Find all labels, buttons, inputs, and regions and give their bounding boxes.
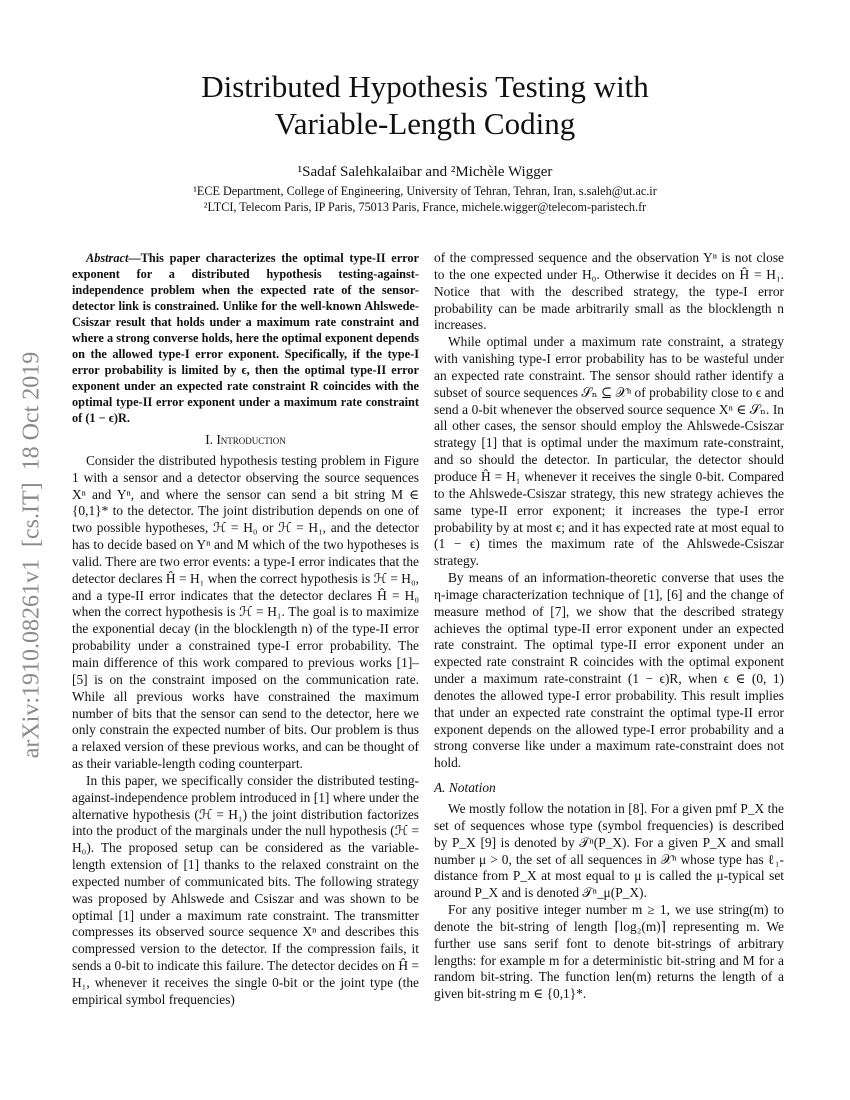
paragraph: By means of an information-theoretic converse that uses the η-image characterization technique of [1], [6] and the change of measure method of [7], we show that the described strategy achieves the optimal type-II error exponent under an expected rate constraint. The optimal type-II error exponent under an expected rate constraint R coincides with the optimal exponent under a maximum rate-constraint (1 − ϵ)R, when ϵ ∈ (0, 1) denotes the allowed type-I error probability. This result implies that under an expected rate constraint the optimal type-II error exponent depends on the allowed type-I error probability and a strong converse like under a maximum rate-constraint does not hold. (434, 570, 784, 771)
paragraph: of the compressed sequence and the observation Yⁿ is not close to the one expected under H₀. Otherwise it decides on Ĥ = H₁. Notice that with the described strategy, the type-I error probability can be made arbitrarily small as the blocklength n increases. (434, 250, 784, 333)
paper-title (0, 68, 850, 142)
section-heading-introduction: I. Introduction (205, 432, 286, 447)
arxiv-stamp: arXiv:1910.08261v1 [cs.IT] 18 Oct 2019 (18, 351, 45, 759)
abstract-label: Abstract— (86, 251, 141, 265)
right-column (434, 250, 784, 1003)
subsection-heading-notation: A. Notation (434, 780, 496, 796)
affiliation-1: ¹ECE Department, College of Engineering, University of Tehran, Tehran, Iran, s.saleh@ut.ac.ir (193, 184, 657, 198)
paragraph: We mostly follow the notation in [8]. For a given pmf P_X the set of sequences whose type (symbol frequencies) is described by P_X [9] is denoted by 𝒯ⁿ(P_X). For a given P_X and small number μ > 0, the set of all sequences in 𝒳ⁿ whose type has ℓ₁-distance from P_X at most equal to μ is called the μ-typical set around P_X and is denoted 𝒯ⁿ_μ(P_X). (434, 801, 784, 901)
left-column (72, 250, 419, 1009)
authors: ¹Sadaf Salehkalaibar and ²Michèle Wigger (297, 164, 553, 180)
title-line-2: Variable-Length Coding (274, 106, 576, 141)
affiliation-2: ²LTCI, Telecom Paris, IP Paris, 75013 Paris, France, michele.wigger@telecom-paristech.fr (203, 200, 647, 214)
paragraph: In this paper, we specifically consider the distributed testing-against-independence problem introduced in [1] where under the alternative hypothesis (ℋ = H₁) the joint distribution factorizes into the product of the marginals under the null hypothesis (ℋ = H₀). The proposed setup can be considered as the variable-length extension of [1] thanks to the relaxed constraint on the expected number of communicated bits. The following strategy was proposed by Ahlswede and Csiszar and was shown to be optimal [1] under a maximum rate constraint. The transmitter compresses its observed source sequence Xⁿ and describes this compressed version to the detector. If the compression fails, it sends a 0-bit to indicate this failure. The detector decides on Ĥ = H₁, whenever it receives the single 0-bit or the joint type (the empirical symbol frequencies) (72, 772, 419, 1007)
paragraph: For any positive integer number m ≥ 1, we use string(m) to denote the bit-string of length ⌈log₂(m)⌉ representing m. We further use sans serif font to denote bit-strings of arbitrary lengths: for example m for a deterministic bit-string and M for a random bit-string. The function len(m) returns the length of a given bit-string m ∈ {0,1}*. (434, 902, 784, 1002)
paragraph: Consider the distributed hypothesis testing problem in Figure 1 with a sensor and a detector observing the source sequences Xⁿ and Yⁿ, and where the sensor can send a bit string M ∈ {0,1}* to the detector. The joint distribution depends on one of two possible hypotheses, ℋ = H₀ or ℋ = H₁, and the detector has to decide based on Yⁿ and M which of the two hypotheses is valid. There are two error events: a type-I error indicates that the detector declares Ĥ = H₁ when the correct hypothesis is ℋ = H₀, and a type-II error indicates that the detector declares Ĥ = H₀ when the correct hypothesis is ℋ = H₁. The goal is to maximize the exponential decay (in the blocklength n) of the type-II error probability under a constrained type-I error probability. The main difference of this work compared to previous works [1]–[5] is on the constraint imposed on the communication rate. While all previous works have constrained the maximum number of bits that the sensor can send to the detector, here we only constrain the expected number of bits. Our problem is thus a relaxed version of these previous works, and can be thought of as their variable-length coding counterpart. (72, 452, 419, 772)
abstract-text: This paper characterizes the optimal type-II error exponent for a distributed hypothesis testing-against-independence problem when the expected rate of the sensor-detector link is constrained. Unlike for the well-known Ahlswede-Csiszar result that holds under a maximum rate constraint and where a strong converse holds, here the optimal exponent depends on the allowed type-I error exponent. Specifically, if the type-I error probability is limited by ϵ, then the optimal type-II error exponent under an expected rate constraint R coincides with the optimal type-II error exponent under a maximum rate constraint of (1 − ϵ)R. (72, 251, 419, 425)
paragraph: While optimal under a maximum rate constraint, a strategy with vanishing type-I error probability has to be wasteful under an expected rate constraint. The sensor should rather identify a subset of source sequences 𝒮ₙ ⊆ 𝒳ⁿ of probability close to ϵ and send a 0-bit whenever the observed source sequence Xⁿ ∈ 𝒮ₙ. In all other cases, the sensor should employ the Ahlswede-Csiszar strategy [1] that is optimal under the maximum rate-constraint, and so should the detector. In particular, the detector should produce Ĥ = H₁ whenever it receives the single 0-bit. Compared to the Ahlswede-Csiszar strategy, this new strategy achieves the same type-II error exponent; it increases the type-I error probability by at most ϵ; and it has expected rate at most equal to (1 − ϵ) times the maximum rate of the Ahlswede-Csiszar strategy. (434, 334, 784, 569)
title-line-1: Distributed Hypothesis Testing with (201, 69, 649, 104)
abstract (72, 250, 419, 426)
